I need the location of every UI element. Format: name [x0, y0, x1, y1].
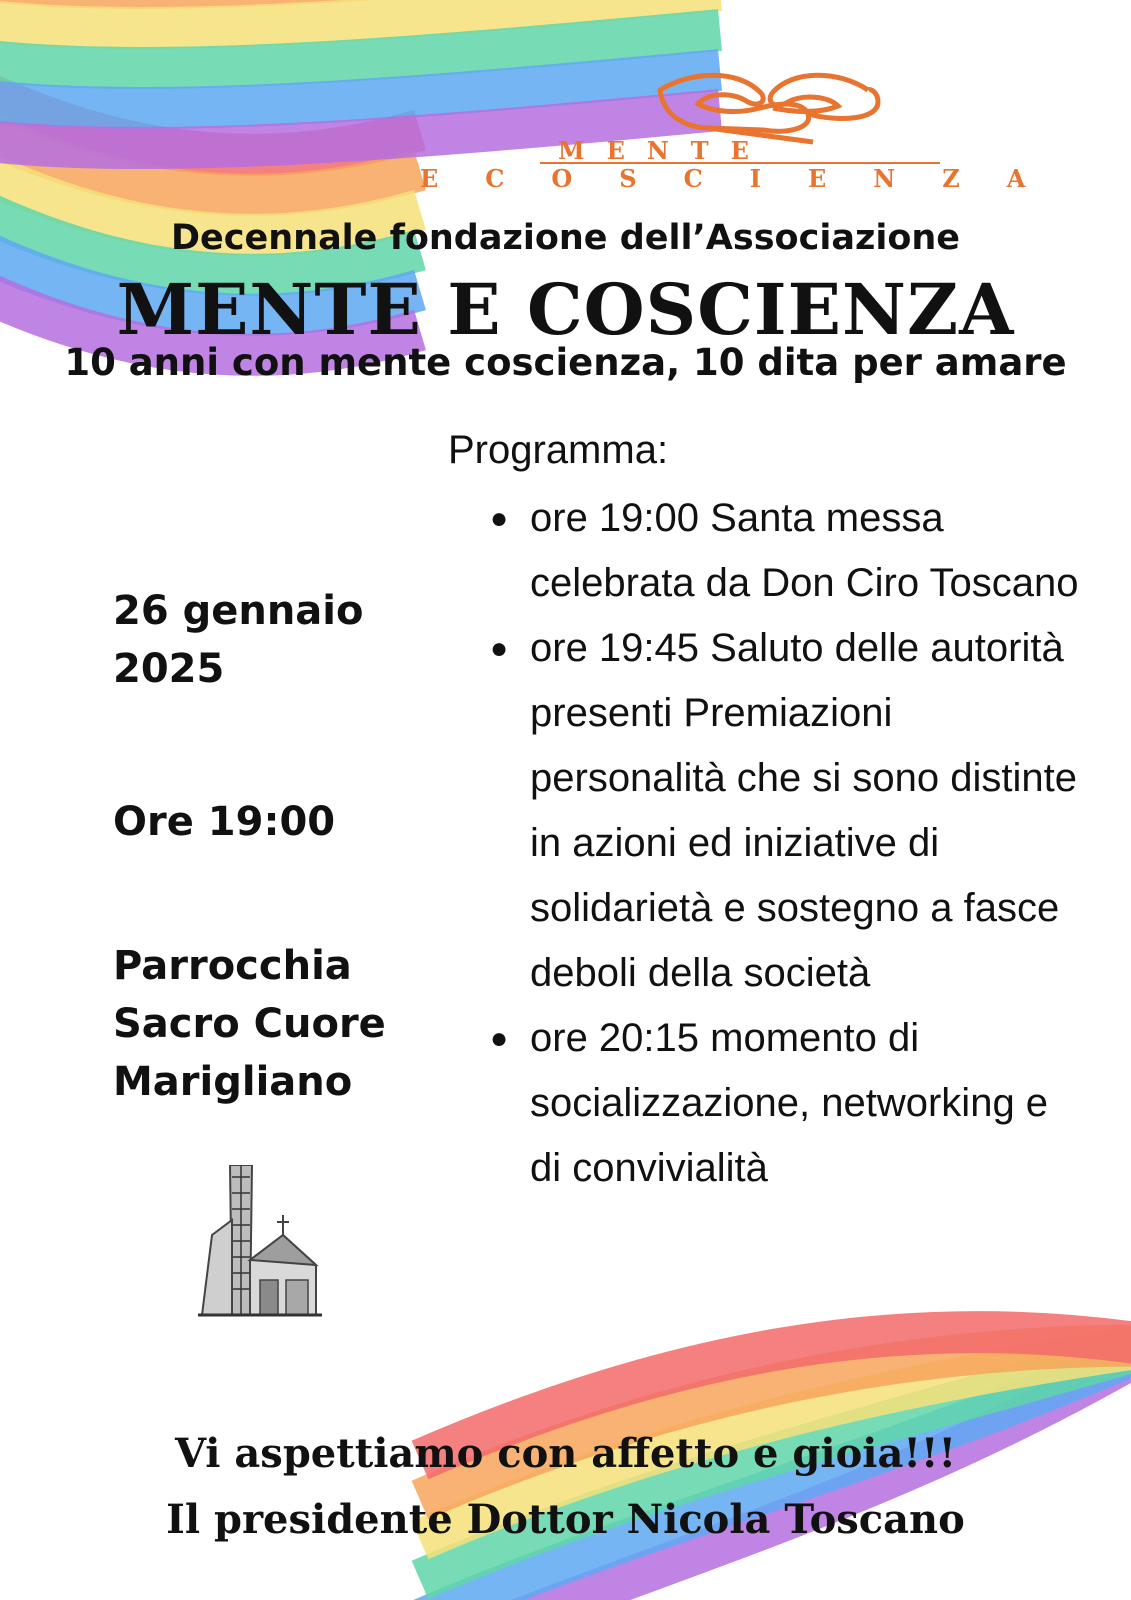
program-item: [490, 616, 1090, 1006]
program-item: [490, 1006, 1090, 1201]
program-item-text: ore 19:00 Santa messa celebrata da Don Ciro Toscano: [530, 496, 1079, 605]
bullet-icon: ●: [490, 632, 509, 665]
event-place-text: Parrocchia Sacro Cuore Marigliano: [113, 943, 386, 1105]
event-date-text: 26 gennaio 2025: [113, 588, 364, 692]
church-icon: [198, 1165, 322, 1323]
association-logo: [408, 62, 1131, 192]
bullet-icon: ●: [490, 502, 509, 535]
program-item-text: ore 19:45 Saluto delle autorità presenti Premiazioni personalità che si sono distinte in azioni ed iniziative di solidarietà e sostegno a fasce deboli della società: [530, 626, 1077, 995]
logo-word-top: MENTE: [558, 136, 771, 165]
page-title: MENTE E COSCIENZA: [116, 268, 1015, 351]
program-list: [490, 486, 1090, 1201]
logo-word-bottom: ECOSCIENZA: [420, 164, 1073, 193]
bullet-icon: ●: [490, 1022, 509, 1055]
president-signature-line: Il presidente Dottor Nicola Toscano: [166, 1496, 965, 1543]
event-date: [113, 582, 403, 698]
program-heading: Programma:: [448, 428, 669, 472]
event-time: Ore 19:00: [113, 799, 336, 845]
program-item-text: ore 20:15 momento di socializzazione, networking e di convivialità: [530, 1016, 1049, 1190]
event-subtitle: Decennale fondazione dell’Associazione: [170, 218, 961, 258]
program-item: [490, 486, 1090, 616]
event-place: [113, 937, 413, 1111]
tagline: 10 anni con mente coscienza, 10 dita per amare: [64, 341, 1067, 384]
closing-greeting: Vi aspettiamo con affetto e gioia!!!: [174, 1430, 957, 1477]
